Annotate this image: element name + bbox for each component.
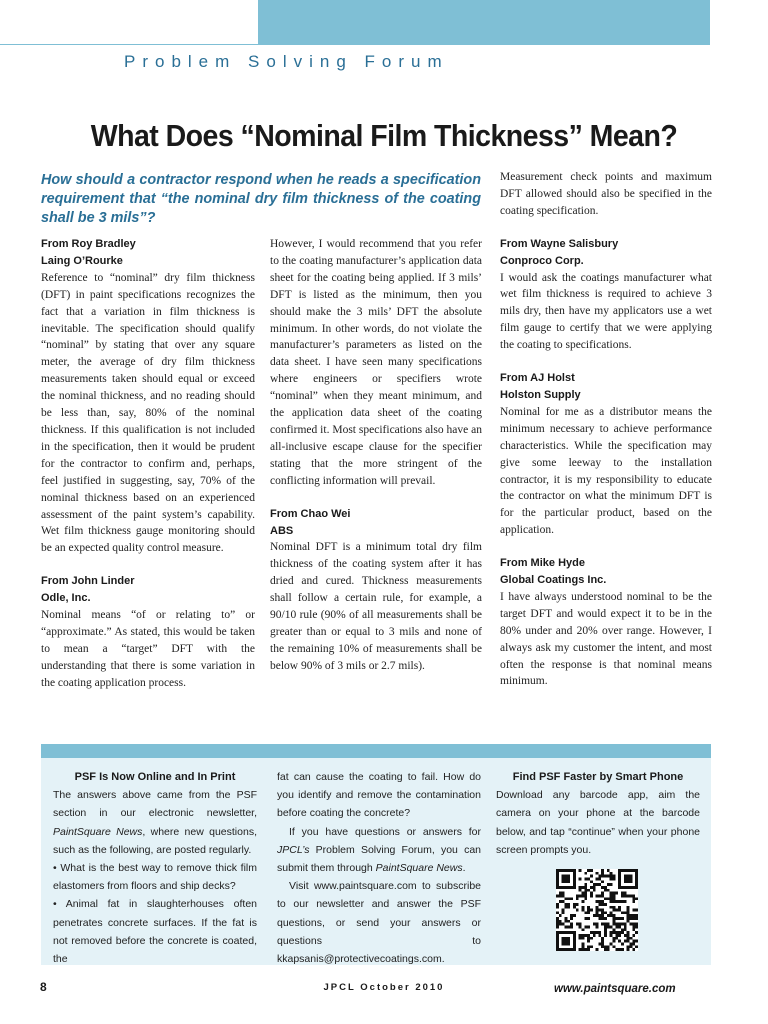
header-bar-white bbox=[0, 0, 258, 44]
answer-author: From AJ Holst bbox=[500, 372, 575, 385]
sidebar-column-3 bbox=[496, 768, 700, 859]
answer-text: Nominal DFT is a minimum total dry film thickness of the coating system after it has dried and cured. Thickness measurements shall follow a certain rule, for example, a 90/10 rule (90% of all measurements shall be greater than or equal to 3 mils and none of the remaining 10% of measurements shall be below 90% of 3 mils or 2.7 mils). bbox=[270, 541, 482, 672]
sidebar-question-2: • Animal fat in slaughterhouses often penetrates concrete surfaces. If the fat is not removed before the concrete is coated, the bbox=[53, 898, 257, 966]
article-column-2 bbox=[270, 236, 482, 675]
article-column-3 bbox=[500, 169, 712, 690]
article-deck: How should a contractor respond when he reads a specification requirement that “the nominal dry film thickness of the coating shall be 3 mils”? bbox=[41, 172, 481, 226]
answer-company: Laing O’Rourke bbox=[41, 254, 123, 267]
answer-text: Nominal for me as a distributor means the minimum necessary to achieve performance characteristics. While the specification may give some leeway to the installation contractor, it is my responsibility to educate the contractor on what the minimum DFT is for the particular product, based on the application. bbox=[500, 405, 712, 537]
answer-author: From Wayne Salisbury bbox=[500, 237, 619, 250]
answer-text: Nominal means “of or relating to” or “approximate.” As stated, this would be taken to mean a “target” DFT with the understanding that there is some variation in the coating application process. bbox=[41, 609, 255, 689]
header-bar-blue bbox=[258, 0, 710, 44]
answer-author: From Chao Wei bbox=[270, 507, 351, 520]
sidebar-top-bar bbox=[41, 744, 711, 758]
section-title: Problem Solving Forum bbox=[124, 52, 449, 71]
header-rule bbox=[0, 44, 710, 45]
answer-author: From Mike Hyde bbox=[500, 557, 585, 570]
answer-text-continued: Measurement check points and maximum DFT allowed should also be specified in the coating specification. bbox=[500, 171, 712, 217]
sidebar-intro: The answers above came from the PSF section in our electronic newsletter, PaintSquare News, where new questions, such as the following, are posted regularly. bbox=[53, 789, 257, 856]
article-headline: What Does “Nominal Film Thickness” Mean? bbox=[90, 118, 678, 153]
sidebar-column-1 bbox=[53, 768, 257, 968]
answer-company: Global Coatings Inc. bbox=[500, 574, 607, 587]
sidebar-subscribe-text: Visit www.paintsquare.com to subscribe to our newsletter and answer the PSF questions, or send your answers or questions to kkapsanis@protectivecoatings.com. bbox=[277, 880, 481, 966]
sidebar-smartphone-text: Download any barcode app, aim the camera on your phone at the barcode below, and tap “continue” when your phone screen prompts you. bbox=[496, 789, 700, 856]
answer-company: Conproco Corp. bbox=[500, 254, 584, 267]
answer-text: I have always understood nominal to be the target DFT and would expect it to be in the 80% under and 20% over range. However, I always ask my customer the intent, and most often the response is that nominal means minimum. bbox=[500, 590, 712, 688]
answer-text-continued: However, I would recommend that you refer to the coating manufacturer’s application data sheet for the coating being applied. If 3 mils’ DFT is listed as the minimum, then you should make the 3 mils’ DFT the absolute minimum. In other words, do not violate the manufacturer’s parameters as listed on the data sheet. I have seen many specifications where engineers or specifiers wrote “nominal” when they meant minimum, and the application data sheet of the coating confirmed it. Most specifications also have an all-inclusive escape clause for the specifier stating that the more stringent of the conflicting information will prevail. bbox=[270, 238, 482, 487]
qr-code-icon bbox=[556, 869, 638, 951]
answer-text: I would ask the coatings manufacturer what wet film thickness is required to achieve 3 mils dry, then have my applicators use a wet film gauge to certify that we were applying the coating to specifications. bbox=[500, 271, 712, 352]
website-url: www.paintsquare.com bbox=[554, 983, 676, 995]
issue-label: JPCL October 2010 bbox=[323, 982, 445, 993]
sidebar-question-2-continued: fat can cause the coating to fail. How do you identify and remove the contamination before coating the concrete? bbox=[277, 771, 481, 820]
sidebar-question-1: • What is the best way to remove thick film elastomers from floors and ship decks? bbox=[53, 862, 257, 893]
sidebar-column-2 bbox=[277, 768, 481, 968]
answer-text: Reference to “nominal” dry film thickness (DFT) in paint specifications recognizes the fact that a variation in film thickness is inevitable. The specification should qualify “nominal” by stating that over any square meter, the average of dry film thickness measurements taken should equal or exceed the nominal thickness, and no reading should be less than, say, 80% of the nominal thickness. If this qualification is not included in the specification, then it would be prudent for the contractor to confirm and, perhaps, feel justified in suggesting, say, 70% of the nominal thickness based on an experienced assessment of the paint system’s capability. Wet film thickness gauge monitoring should be an expected quality control measure. bbox=[41, 271, 255, 555]
answer-author: From Roy Bradley bbox=[41, 238, 136, 250]
answer-company: Holston Supply bbox=[500, 388, 581, 401]
sidebar-title-online: PSF Is Now Online and In Print bbox=[74, 771, 236, 783]
answer-author: From John Linder bbox=[41, 575, 135, 588]
answer-company: Odle, Inc. bbox=[41, 592, 91, 605]
page-number: 8 bbox=[40, 980, 47, 994]
article-column-1 bbox=[41, 236, 255, 692]
sidebar-submit-text: If you have questions or answers for JPCL’s Problem Solving Forum, you can submit them through PaintSquare News. bbox=[277, 825, 481, 875]
sidebar-title-smartphone: Find PSF Faster by Smart Phone bbox=[512, 771, 684, 783]
answer-company: ABS bbox=[270, 524, 294, 537]
